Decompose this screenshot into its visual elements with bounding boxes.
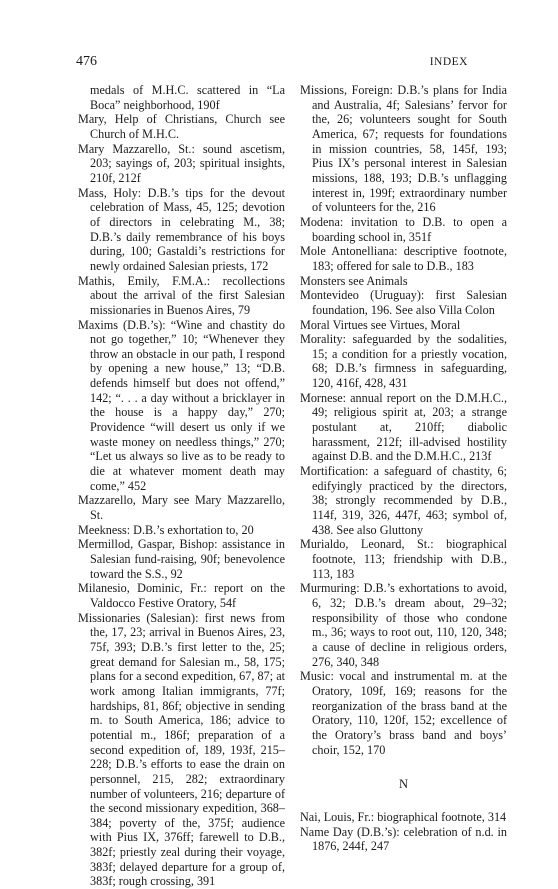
index-entry: Mary, Help of Christians, Church see Church of M.H.C. [78,112,285,141]
index-entry: Murialdo, Leonard, St.: biographical footnote, 113; friendship with D.B., 113, 183 [300,537,507,581]
index-entry: Mazzarello, Mary see Mary Mazzarello, St. [78,493,285,523]
index-entry: Mortification: a safeguard of chastity, 6; edifyingly practiced by the directors, 38; strongly recommended by D.B., 114f, 319, 326, 447f, 463; symbol of, 438. See also Gluttony [300,464,507,537]
index-entry: Maxims (D.B.’s): “Wine and chastity do not go together,” 10; “Whenever they throw an obstacle in our path, I respond by opening a new house,” 13; “D.B. defends himself but does not offend,” 142; “. . . a day without a bricklayer in the house is a happy day,” 270; Providence “will desert us only if we waste money on needless things,” 270; “Let us always so live as to be ready to die at whatever moment death may come,” 452 [78,317,285,493]
index-entry: Murmuring: D.B.’s exhortations to avoid, 6, 32; D.B.’s dream about, 29–32; responsibility of those who condone m., 36; ways to root out, 110, 120, 348; a cause of decline in religious orders, 276, 340, 348 [300,581,507,669]
index-entry: Name Day (D.B.’s): celebration of n.d. in 1876, 244f, 247 [300,824,507,854]
index-entry: Meekness: D.B.’s exhortation to, 20 [78,522,254,537]
index-entry: Missionaries (Salesian): first news from the, 17, 23; arrival in Buenos Aires, 23, 75f, 393; D.B.’s first letter to the, 25; great demand for Salesian m., 58, 175; plans for a second expedition, 67, 87; at work among Italian immigrants, 77f; hardships, 81, 86f; objective in sending m. to South America, 186; advice to potential m., 186f; preparation of a second expedition of, 189, 193f, 215–228; D.B.’s efforts to ease the drain on personnel, 215, 282; extraordinary number of volunteers, 216; departure of the second missionary expedition, 368–384; poverty of the, 375f; audience with Pius IX, 376ff; farewell to D.B., 382f; priestly zeal during their voyage, 383f; delayed departure for a group of, 383f; rough crossing, 391 [78,610,285,889]
index-entry: Milanesio, Dominic, Fr.: report on the Valdocco Festive Oratory, 54f [78,581,285,610]
index-entry: Mass, Holy: D.B.’s tips for the devout celebration of Mass, 45, 125; devotion of directors in celebrating M., 38; D.B.’s daily remembrance of his boys during, 100; Gastaldi’s restrictions for newly ordained Salesian priests, 172 [78,185,285,273]
index-entry: Missions, Foreign: D.B.’s plans for India and Australia, 4f; Salesians’ fervor for the, 26; volunteers sought for South America, 67; requests for foundations in mission countries, 58, 145f, 193; Pius IX’s personal interest in Salesian missions, 188, 193; D.B.’s unflagging interest in, 199f; extraordinary number of volunteers for the, 216 [300,83,507,215]
index-entry: medals of M.H.C. scattered in “La Boca” neighborhood, 190f [90,83,285,112]
running-head: INDEX [429,56,468,68]
index-entries-n [300,810,507,854]
index-column-left [78,83,285,889]
index-entry: Mermillod, Gaspar, Bishop: assistance in Salesian fund-raising, 90f; benevolence toward the S.S., 92 [78,537,285,581]
index-entry: Nai, Louis, Fr.: biographical footnote, 314 [300,809,507,824]
index-column-right [300,83,507,854]
index-entry: Mornese: annual report on the D.M.H.C., 49; religious spirit at, 203; a strange postulant at, 210ff; diabolic harassment, 212f; ill-advised hostility against D.B. and the D.M.H.C., 213f [300,390,507,464]
index-entry: Morality: safeguarded by the sodalities, 15; a condition for a priestly vocation, 68; D.B.’s firmness in safeguarding, 120, 416f, 428, 431 [300,332,507,391]
index-entry: Modena: invitation to D.B. to open a boarding school in, 351f [300,214,507,244]
section-letter: N [398,777,409,792]
index-entry: Moral Virtues see Virtues, Moral [300,317,461,332]
index-entry: Mathis, Emily, F.M.A.: recollections about the arrival of the first Salesian missionaries in Buenos Aires, 79 [78,273,285,317]
index-entry: Montevideo (Uruguay): first Salesian foundation, 196. See also Villa Colon [300,288,507,317]
index-entry: Mary Mazzarello, St.: sound ascetism, 203; sayings of, 203; spiritual insights, 210f, 212f [78,141,285,185]
index-entry: Music: vocal and instrumental m. at the Oratory, 109f, 169; reasons for the reorganization of the brass band at the Oratory, 110, 120f, 152; excellence of the Oratory’s brass band and boys’ choir, 152, 170 [300,669,507,757]
page-number: 476 [76,54,97,69]
index-entries-m [300,83,507,757]
index-entry: Mole Antonelliana: descriptive footnote, 183; offered for sale to D.B., 183 [300,244,507,273]
index-entry: Monsters see Animals [300,273,408,288]
